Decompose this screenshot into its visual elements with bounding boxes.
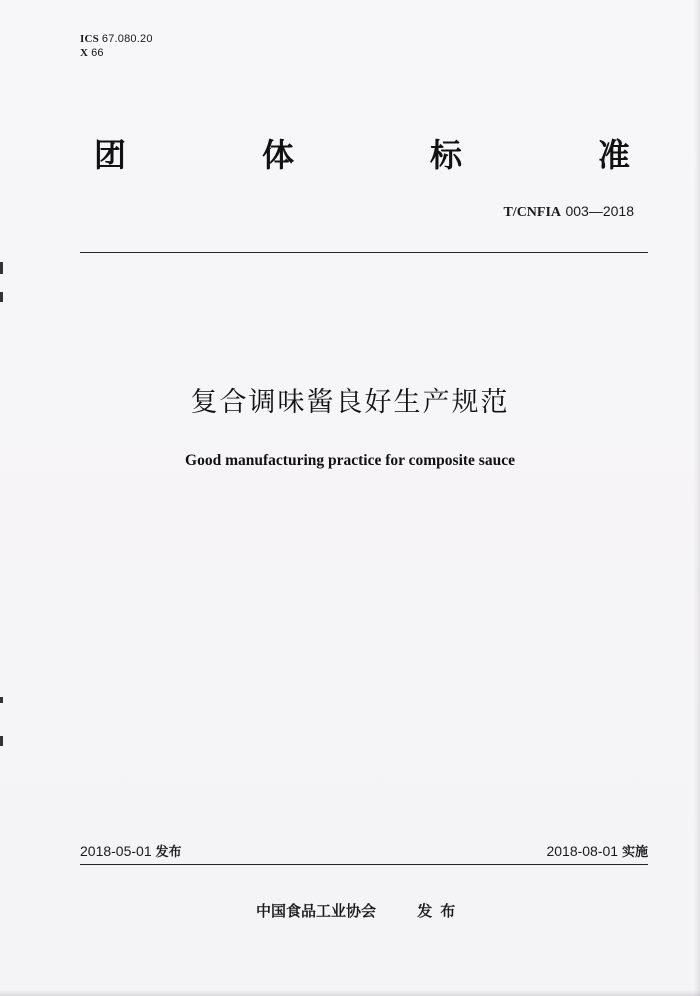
scan-edge-shadow	[694, 0, 700, 996]
publish-date-line	[80, 842, 182, 862]
publish-date: 2018-05-01	[80, 843, 152, 859]
standard-code-prefix: T/CNFIA	[503, 205, 562, 220]
standard-code-number: 003—2018	[565, 203, 634, 219]
standard-type-char: 标	[430, 136, 463, 174]
issuer-line	[256, 901, 463, 921]
publish-label: 发布	[155, 845, 182, 860]
classification-block	[80, 32, 153, 60]
bottom-divider	[80, 864, 648, 865]
ics-label: ICS	[80, 33, 99, 45]
implement-label: 实施	[621, 845, 648, 860]
standard-type-char: 团	[94, 136, 127, 174]
ccs-line	[80, 46, 153, 60]
standard-code	[503, 202, 634, 222]
scan-binding-mark	[0, 736, 3, 746]
standard-type-char: 准	[598, 136, 631, 174]
scan-binding-mark	[0, 262, 3, 274]
scan-edge-shadow	[0, 990, 700, 996]
scan-binding-mark	[0, 292, 3, 302]
document-title-chinese: 复合调味酱良好生产规范	[190, 387, 510, 418]
ics-code: 67.080.20	[101, 33, 153, 45]
implement-date: 2018-08-01	[546, 843, 619, 859]
standard-type-char: 体	[262, 136, 295, 174]
implement-date-line	[546, 842, 648, 862]
document-title-english: Good manufacturing practice for composite sauce	[185, 452, 515, 469]
issuer-name: 中国食品工业协会	[256, 902, 377, 920]
ccs-code: 66	[91, 47, 104, 59]
issuer-action: 发布	[417, 902, 464, 920]
ccs-label: X	[80, 47, 89, 59]
scan-binding-mark	[0, 697, 3, 703]
ics-line	[80, 32, 153, 46]
top-divider	[80, 252, 648, 253]
